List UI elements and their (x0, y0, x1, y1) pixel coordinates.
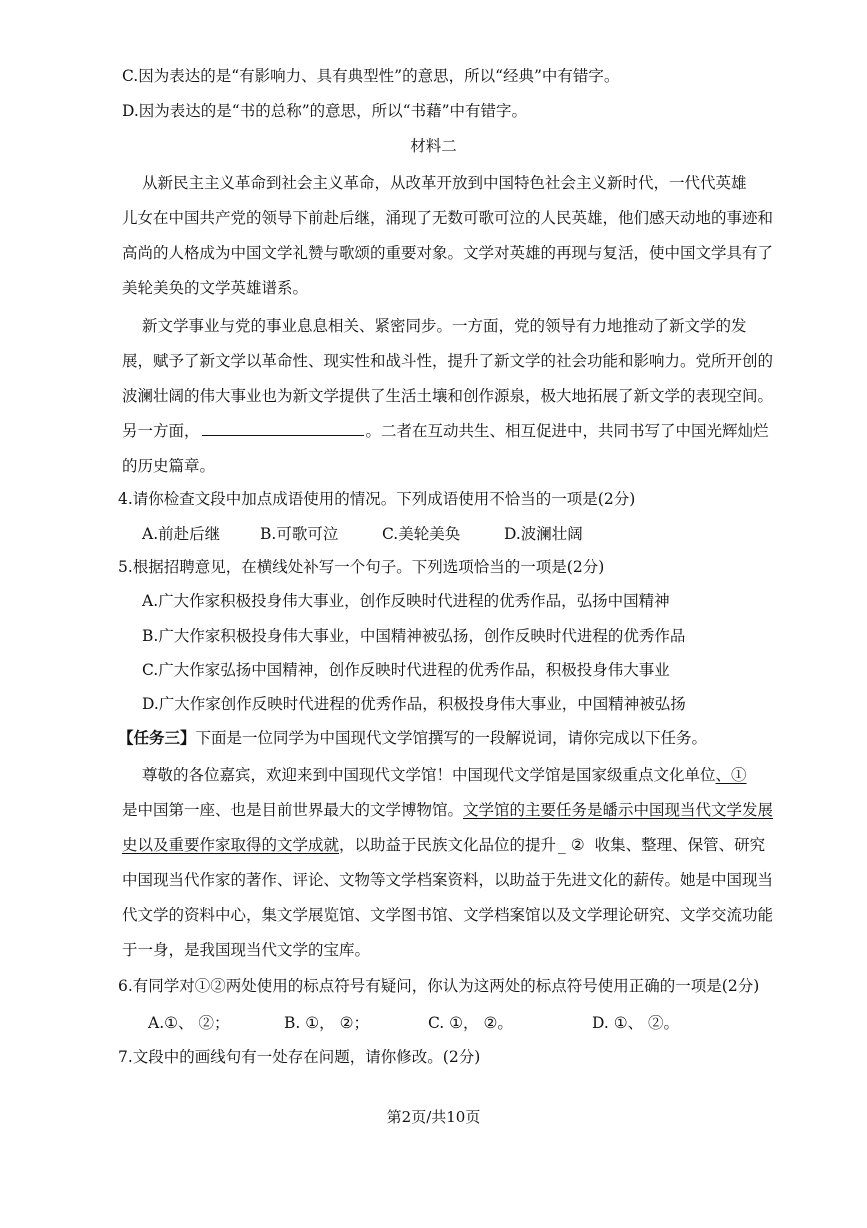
q4-option-d: D.波澜壮阔 (504, 525, 583, 543)
material2-p2-line2: 展，赋予了新文学以革命性、现实性和战斗性，提升了新文学的社会功能和影响力。党所开创的 (122, 352, 774, 370)
task3-line2 (122, 800, 773, 820)
material2-p1-line3: 高尚的人格成为中国文学礼赞与歌颂的重要对象。文学对英雄的再现与复活，使中国文学具有了 (122, 244, 774, 262)
q6-stem: 6.有同学对①②两处使用的标点符号有疑问，你认为这两处的标点符号使用正确的一项是(2分) (118, 977, 760, 995)
q4-option-b: B.可歌可泣 (260, 525, 339, 543)
page-footer: 第2页/共10页 (386, 1108, 481, 1126)
q5-option-b: B.广大作家积极投身伟大事业，中国精神被弘扬，创作反映时代进程的优秀作品 (142, 627, 686, 645)
q5-option-c: C.广大作家弘扬中国精神，创作反映时代进程的优秀作品，积极投身伟大事业 (142, 661, 670, 679)
q5-option-a: A.广大作家积极投身伟大事业，创作反映时代进程的优秀作品，弘扬中国精神 (142, 592, 670, 610)
task3-line1-text: 尊敬的各位嘉宾，欢迎来到中国现代文学馆！中国现代文学馆是国家级重点文化单位 (142, 766, 716, 784)
prev-option-c: C.因为表达的是“有影响力、具有典型性”的意思，所以“经典”中有错字。 (122, 67, 620, 85)
prev-option-d: D.因为表达的是“书的总称”的意思，所以“书藉”中有错字。 (122, 102, 527, 120)
task3-line5: 代文学的资料中心，集文学展览馆、文学图书馆、文学档案馆以及文学理论研究、文学交流功能 (122, 906, 774, 924)
punct-mark-1: 、① (715, 766, 747, 784)
material2-p1-line2: 儿女在中国共产党的领导下前赴后继，涌现了无数可歌可泣的人民英雄，他们感天动地的事迹和 (122, 209, 774, 227)
q7-stem: 7.文段中的画线句有一处存在问题，请你修改。(2分) (118, 1048, 481, 1066)
material2-p2-line4 (122, 421, 769, 441)
q4-option-a: A.前赴后继 (142, 525, 221, 543)
material2-p1-line4: 美轮美奂的文学英雄谱系。 (122, 279, 309, 297)
underlined-sentence-part2: 史以及重要作家取得的文学成就 (122, 836, 340, 854)
q5-option-d: D.广大作家创作反映时代进程的优秀作品，积极投身伟大事业，中国精神被弘扬 (142, 695, 686, 713)
q6-option-a: A.①、 ②； (148, 1014, 230, 1032)
task3-intro: 下面是一位同学为中国现代文学馆撰写的一段解说词，请你完成以下任务。 (195, 729, 708, 747)
material2-title: 材料二 (410, 137, 457, 155)
q6-option-d: D. ①、 ②。 (592, 1014, 680, 1032)
q5-stem: 5.根据招聘意见，在横线处补写一个句子。下列选项恰当的一项是(2分) (118, 558, 605, 576)
task3-line3-text: ，以助益于民族文化品位的提升 (339, 836, 557, 854)
task3-line1 (142, 765, 747, 785)
material2-p2-line5: 的历史篇章。 (122, 457, 216, 475)
task3-line3 (122, 835, 765, 855)
material2-p1-line1: 从新民主主义革命到社会主义革命，从改革开放到中国特色社会主义新时代，一代代英雄 (142, 174, 747, 192)
task3-line4: 中国现当代作家的著作、评论、文物等文学档案资料，以助益于先进文化的薪传。她是中国现当 (122, 871, 774, 889)
q6-option-b: B. ①， ②； (284, 1014, 369, 1032)
task3-line2-text: 是中国第一座、也是目前世界最大的文学博物馆。 (122, 801, 464, 819)
material2-p2-line1: 新文学事业与党的事业息息相关、紧密同步。一方面，党的领导有力地推动了新文学的发 (142, 317, 747, 335)
task3-line3-text-end: 收集、整理、保管、研究 (594, 836, 766, 854)
task3-heading (118, 728, 707, 748)
task3-line6: 于一身，是我国现当代文学的宝库。 (122, 941, 371, 959)
q4-option-c: C.美轮美奂 (382, 525, 461, 543)
text-before-blank: 另一方面， (122, 422, 200, 440)
material2-p2-line3: 波澜壮阔的伟大事业也为新文学提供了生活土壤和创作源泉，极大地拓展了新文学的表现空间。 (122, 387, 774, 405)
underlined-sentence-part1: 文学馆的主要任务是皤示中国现当代文学发展 (463, 801, 774, 819)
q4-stem: 4.请你检查文段中加点成语使用的情况。下列成语使用不恰当的一项是(2分) (118, 490, 636, 508)
answer-blank (202, 421, 364, 436)
q6-option-c: C. ①， ②。 (428, 1014, 513, 1032)
punct-mark-2: _ ② (558, 836, 585, 854)
text-after-blank: 。二者在互动共生、相互促进中，共同书写了中国光辉灿烂 (365, 422, 769, 440)
task3-label: 【任务三】 (118, 728, 196, 747)
